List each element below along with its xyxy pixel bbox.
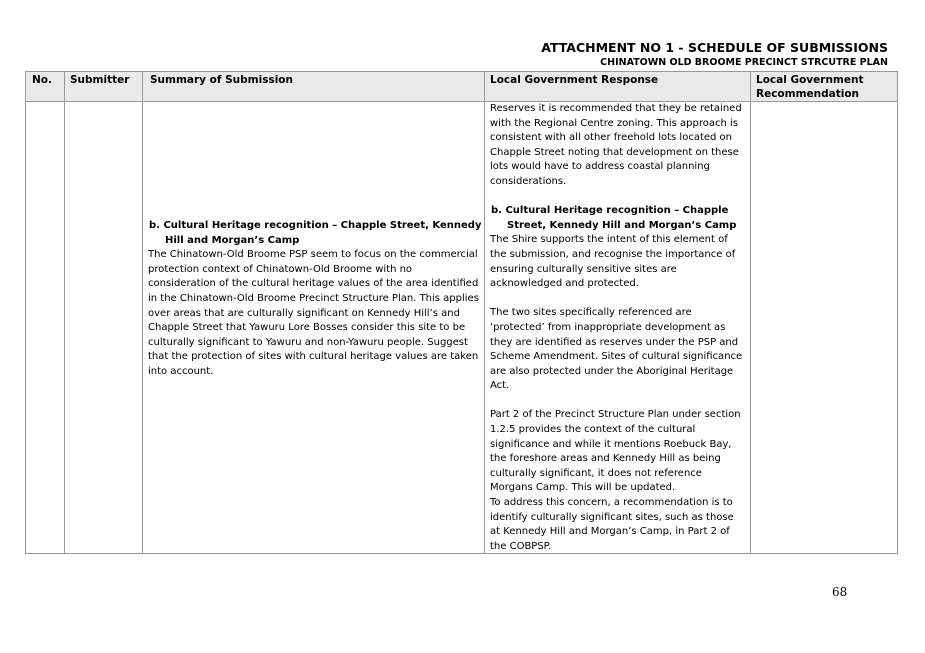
response-paragraph: Part 2 of the Precinct Structure Plan under section 1.2.5 provides the context of the cultural significance and while it mentions Roebuck Bay, the foreshore areas and Kennedy Hill as being culturally significant, it does not reference Morgans Camp. This will be updated. [490,409,741,494]
response-paragraph: To address this concern, a recommendation is to identify culturally significant sites, such as those at Kennedy Hill and Morgan’s Camp, in Part 2 of the COBPSP. [490,497,734,552]
response-cell [490,102,746,554]
column-divider [142,72,143,553]
response-paragraph: Reserves it is recommended that they be retained with the Regional Centre zoning. This approach is consistent with all other freehold lots located on Chapple Street noting that development on these lots would have to address coastal planning considerations. [490,103,742,187]
header-recommendation: Local Government Recommendation [756,74,864,100]
document-subtitle: CHINATOWN OLD BROOME PRECINCT STRCUTRE PLAN [600,57,888,68]
summary-heading: b. Cultural Heritage recognition – Chapple Street, Kennedy Hill and Morgan’s Camp [149,220,482,246]
header-submitter: Submitter [70,74,130,86]
page-number: 68 [832,585,848,599]
column-divider [750,72,751,553]
submissions-table [25,71,898,554]
column-divider [64,72,65,553]
summary-body: The Chinatown-Old Broome PSP seem to focus on the commercial protection context of Chinatown-Old Broome with no consideration of the cultural heritage values of the area identified in the Chinatown-Old Broome Precinct Structure Plan. This applies over areas that are culturally significant on Kennedy Hill’s and Chapple Street that Yawuru Lore Bosses consider this site to be culturally significant to Yawuru and non-Yawuru people. Suggest that the protection of sites with cultural heritage values are taken into account. [148,249,479,377]
summary-cell [148,219,482,380]
document-title: ATTACHMENT NO 1 - SCHEDULE OF SUBMISSIONS [541,40,888,55]
header-no: No. [32,74,52,86]
response-paragraph: The Shire supports the intent of this element of the submission, and recognise the importance of ensuring culturally sensitive sites are acknowledged and protected. [490,234,736,290]
header-summary: Summary of Submission [150,74,294,86]
header-response: Local Government Response [490,74,659,86]
response-heading: b. Cultural Heritage recognition – Chapple Street, Kennedy Hill and Morgan’s Camp [491,205,737,231]
response-paragraph: The two sites specifically referenced are ‘protected’ from inappropriate development as they are identified as reserves under the PSP and Scheme Amendment. Sites of cultural significance are also protected under the Aboriginal Heritage Act. [490,307,743,392]
column-divider [484,72,485,553]
